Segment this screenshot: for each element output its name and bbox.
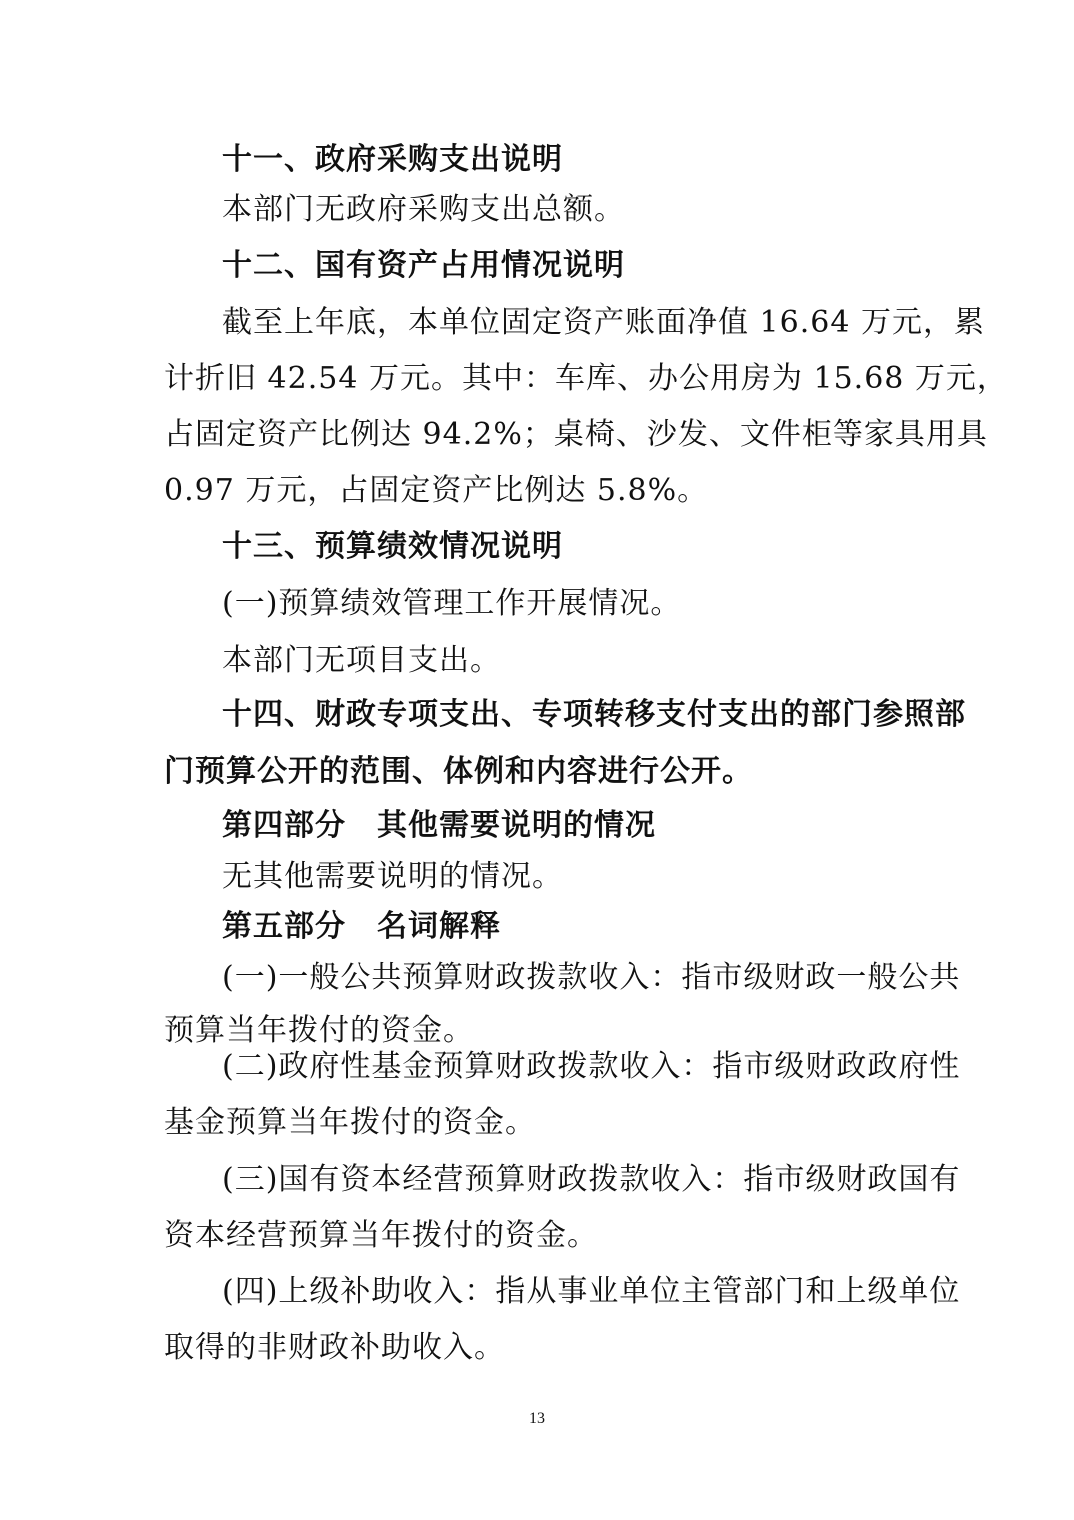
- section-14-line-1: 十四、财政专项支出、专项转移支付支出的部门参照部: [222, 697, 966, 732]
- section-13-title: 十三、预算绩效情况说明: [222, 529, 563, 564]
- section-13-subheading: (一)预算绩效管理工作开展情况。: [222, 586, 682, 621]
- part-4-body: 无其他需要说明的情况。: [222, 859, 563, 894]
- section-11-title: 十一、政府采购支出说明: [222, 142, 563, 177]
- section-14-line-2: 门预算公开的范围、体例和内容进行公开。: [164, 754, 753, 789]
- part-4-title: 第四部分 其他需要说明的情况: [222, 808, 656, 843]
- glossary-item-1-line-2: 预算当年拨付的资金。: [164, 1013, 474, 1048]
- section-12-line-4: 0.97 万元，占固定资产比例达 5.8%。: [164, 473, 709, 508]
- section-12-title: 十二、国有资产占用情况说明: [222, 248, 625, 283]
- section-13-body: 本部门无项目支出。: [222, 643, 501, 678]
- section-12-line-2: 计折旧 42.54 万元。其中：车库、办公用房为 15.68 万元，: [164, 361, 1008, 396]
- page-number: 13: [529, 1410, 545, 1427]
- glossary-item-4-line-1: (四)上级补助收入：指从事业单位主管部门和上级单位: [222, 1274, 961, 1309]
- glossary-item-2-line-1: (二)政府性基金预算财政拨款收入：指市级财政政府性: [222, 1049, 961, 1084]
- glossary-item-2-line-2: 基金预算当年拨付的资金。: [164, 1105, 536, 1140]
- section-11-body: 本部门无政府采购支出总额。: [222, 192, 625, 227]
- glossary-item-1-line-1: (一)一般公共预算财政拨款收入：指市级财政一般公共: [222, 960, 961, 995]
- glossary-item-3-line-2: 资本经营预算当年拨付的资金。: [164, 1218, 598, 1253]
- part-5-title: 第五部分 名词解释: [222, 909, 501, 944]
- section-12-line-3: 占固定资产比例达 94.2%；桌椅、沙发、文件柜等家具用具: [164, 417, 988, 452]
- section-12-line-1: 截至上年底，本单位固定资产账面净值 16.64 万元，累: [222, 305, 985, 340]
- glossary-item-4-line-2: 取得的非财政补助收入。: [164, 1330, 505, 1365]
- glossary-item-3-line-1: (三)国有资本经营预算财政拨款收入：指市级财政国有: [222, 1162, 961, 1197]
